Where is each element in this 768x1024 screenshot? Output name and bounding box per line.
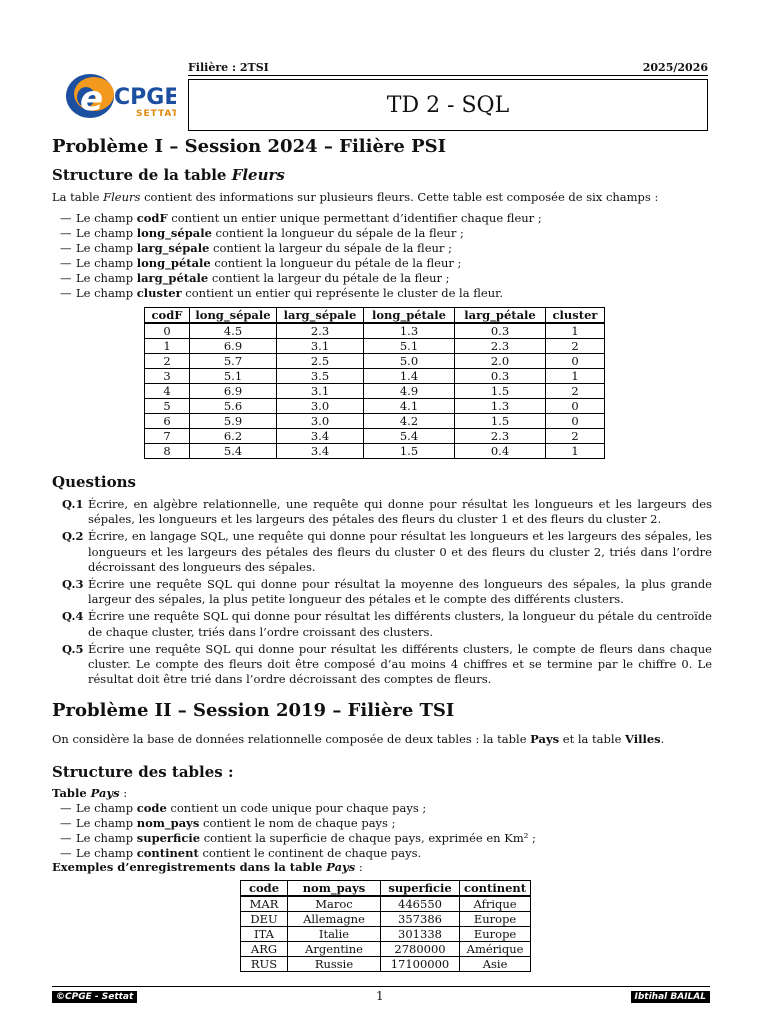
table-row: 0 4.5 2.3 1.3 0.3 1	[145, 323, 605, 339]
svg-text:e: e	[80, 79, 104, 119]
column-header: superficie	[381, 881, 460, 897]
table-row: 8 5.4 3.4 1.5 0.4 1	[145, 444, 605, 459]
page-number: 1	[376, 989, 384, 1003]
table-row: ITA Italie 301338 Europe	[241, 927, 531, 942]
problem2-intro: On considère la base de données relationnelle composée de deux tables : la table Pays et la table Villes.	[52, 732, 665, 746]
list-item: — Le champ long_pétale contient la longueur du pétale de la fleur ;	[52, 256, 712, 271]
column-header: continent	[460, 881, 531, 897]
structure-title: Structure des tables :	[52, 763, 234, 781]
list-item: — Le champ superficie contient la superficie de chaque pays, exprimée en Km² ;	[52, 831, 712, 846]
table-row: MAR Maroc 446550 Afrique	[241, 896, 531, 912]
table-row: 4 6.9 3.1 4.9 1.5 2	[145, 384, 605, 399]
list-item: — Le champ continent contient le continent de chaque pays.	[52, 846, 712, 861]
question-item: Q.5 Écrire une requête SQL qui donne pour résultat les différents clusters, le compte de fleurs dans chaque cluster. Le compte des fleurs doit être composé d’au moins 4 chiffres et se termine par le chiffre 0. Le résultat doit être trié dans l’ordre décroissant des comptes de fleurs.	[62, 641, 712, 687]
list-item: — Le champ cluster contient un entier qui représente le cluster de la fleur.	[52, 286, 712, 301]
page-title: TD 2 - SQL	[386, 92, 510, 118]
table-header-row	[145, 308, 605, 324]
footer-left-badge: ©CPGE - Settat	[52, 991, 137, 1003]
questions-title: Questions	[52, 473, 136, 491]
table-row: RUS Russie 17100000 Asie	[241, 957, 531, 972]
footer-divider	[52, 986, 710, 987]
footer-right-badge: Ibtihal BAILAL	[631, 991, 711, 1003]
table-header-row	[241, 881, 531, 897]
logo-text: CPGE	[114, 85, 176, 110]
table-row: 7 6.2 3.4 5.4 2.3 2	[145, 429, 605, 444]
list-item: — Le champ code contient un code unique pour chaque pays ;	[52, 801, 712, 816]
questions-list	[62, 497, 712, 689]
header-divider	[188, 75, 708, 76]
logo-subtext: SETTAT	[136, 109, 176, 119]
column-header: code	[241, 881, 288, 897]
year-label: 2025/2026	[642, 61, 708, 74]
table-row: ARG Argentine 2780000 Amérique	[241, 942, 531, 957]
table-row: 5 5.6 3.0 4.1 1.3 0	[145, 399, 605, 414]
table-row: DEU Allemagne 357386 Europe	[241, 912, 531, 927]
problem1-fields-list	[52, 211, 712, 301]
question-item: Q.3 Écrire une requête SQL qui donne pour résultat la moyenne des longueurs des sépales, la plus grande largeur des sépales, la plus petite longueur des pétales et le compte des différents clusters.	[62, 577, 712, 607]
list-item: — Le champ codF contient un entier unique permettant d’identifier chaque fleur ;	[52, 211, 712, 226]
table-row: 1 6.9 3.1 5.1 2.3 2	[145, 339, 605, 354]
problem1-subtitle: Structure de la table Fleurs	[52, 166, 285, 184]
column-header: codF	[145, 308, 190, 324]
header-info	[188, 61, 708, 74]
table-row: 6 5.9 3.0 4.2 1.5 0	[145, 414, 605, 429]
table-pays-label: Table Pays :	[52, 786, 128, 800]
column-header: larg_pétale	[455, 308, 546, 324]
column-header: long_pétale	[364, 308, 455, 324]
column-header: cluster	[546, 308, 605, 324]
question-item: Q.4 Écrire une requête SQL qui donne pour résultat les différents clusters, la longueur du pétale du centroïde de chaque cluster, triés dans l’ordre croissant des clusters.	[62, 609, 712, 639]
problem1-intro: La table Fleurs contient des informations sur plusieurs fleurs. Cette table est composée de six champs :	[52, 190, 659, 204]
filiere-label: Filière : 2TSI	[188, 61, 269, 74]
examples-label: Exemples d’enregistrements dans la table Pays :	[52, 860, 363, 874]
list-item: — Le champ long_sépale contient la longueur du sépale de la fleur ;	[52, 226, 712, 241]
question-item: Q.2 Écrire, en langage SQL, une requête qui donne pour résultat les longueurs et les largeurs des sépales, les longueurs et les largeurs des pétales des fleurs du cluster 0 et des fleurs du cluster 2, triés dans l’ordre décroissant des longueurs des sépales.	[62, 529, 712, 574]
list-item: — Le champ larg_sépale contient la largeur du sépale de la fleur ;	[52, 241, 712, 256]
table-row: 3 5.1 3.5 1.4 0.3 1	[145, 369, 605, 384]
problem2-title: Problème II – Session 2019 – Filière TSI	[52, 700, 455, 721]
title-box	[188, 79, 708, 131]
problem2-fields-list	[52, 801, 712, 861]
problem1-title: Problème I – Session 2024 – Filière PSI	[52, 136, 447, 157]
fleurs-table	[144, 307, 605, 459]
list-item: — Le champ larg_pétale contient la largeur du pétale de la fleur ;	[52, 271, 712, 286]
question-item: Q.1 Écrire, en algèbre relationnelle, une requête qui donne pour résultat les longueurs et les largeurs des sépales, les longueurs et les largeurs des pétales des fleurs du cluster 1 et des fleurs du cluster 2.	[62, 497, 712, 527]
column-header: long_sépale	[190, 308, 277, 324]
column-header: larg_sépale	[277, 308, 364, 324]
list-item: — Le champ nom_pays contient le nom de chaque pays ;	[52, 816, 712, 831]
cpge-logo	[64, 66, 176, 124]
column-header: nom_pays	[288, 881, 381, 897]
pays-table	[240, 880, 531, 972]
table-row: 2 5.7 2.5 5.0 2.0 0	[145, 354, 605, 369]
